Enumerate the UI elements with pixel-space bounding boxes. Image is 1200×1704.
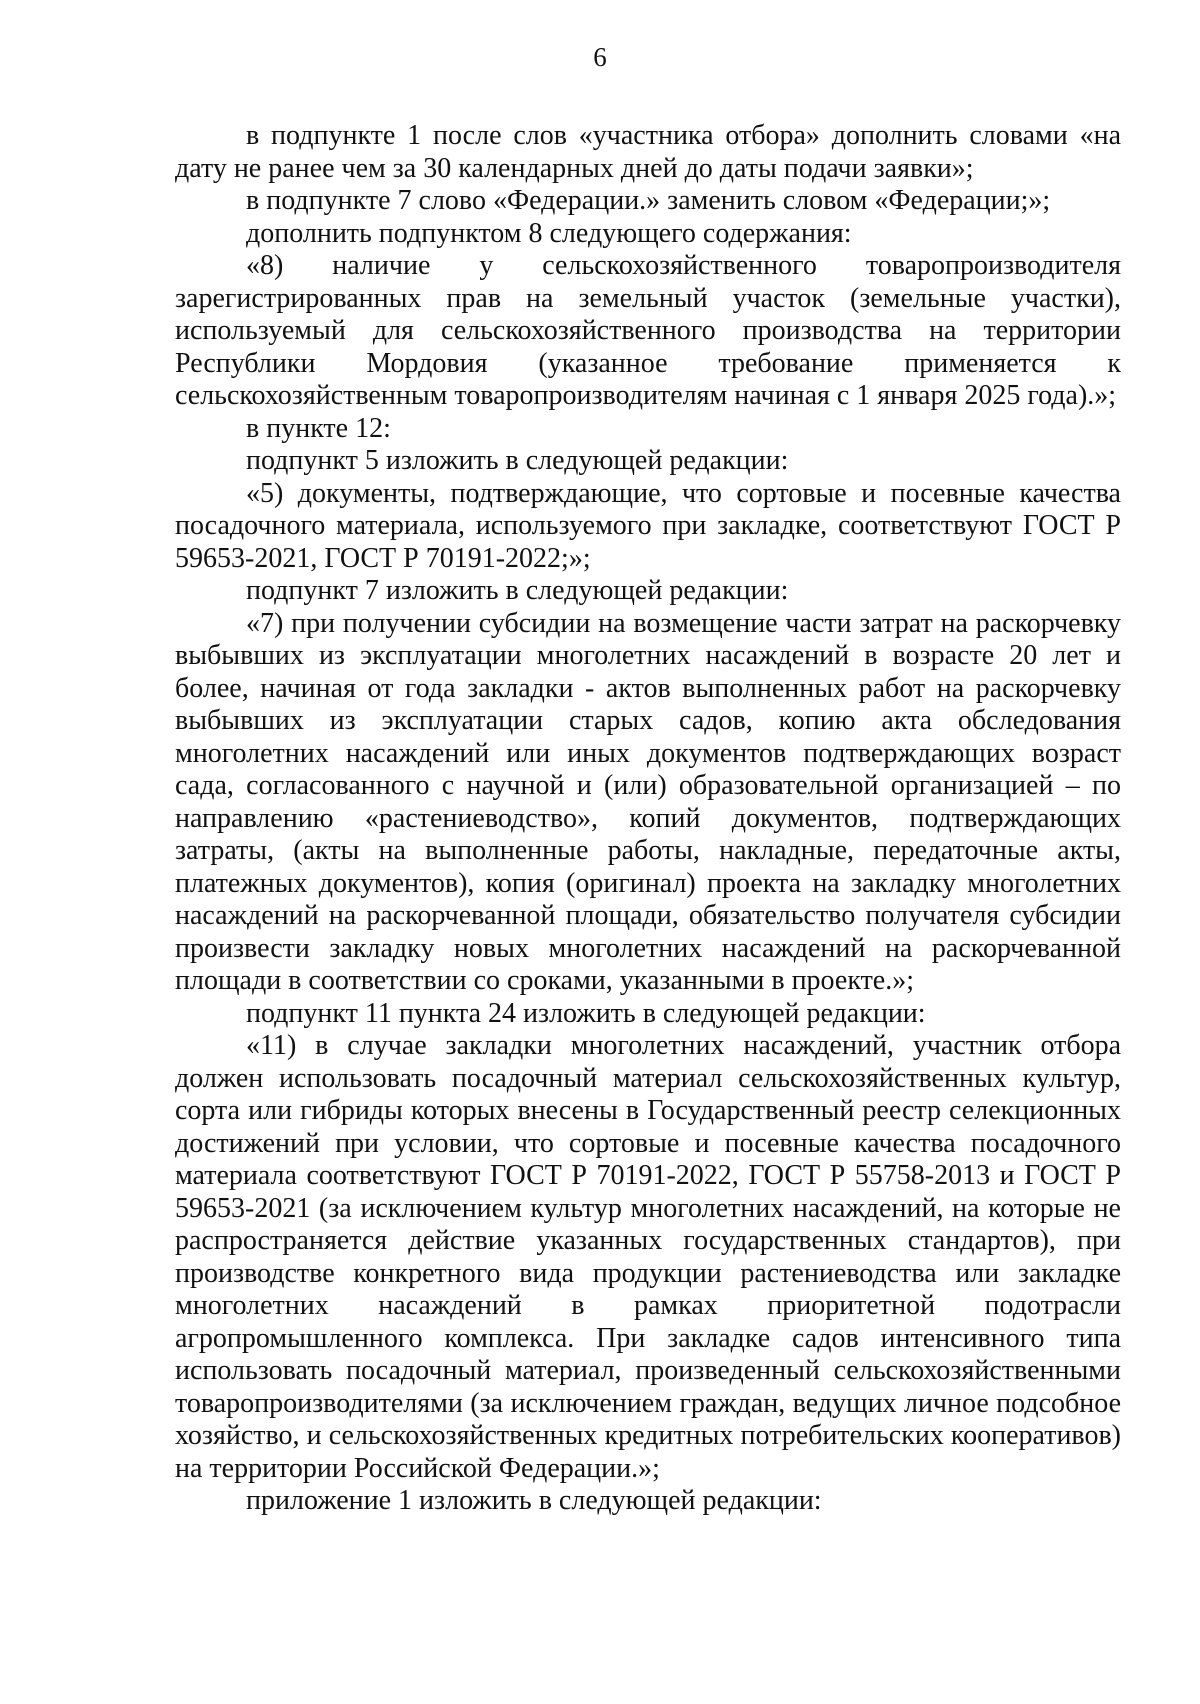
paragraph-subpoint-1-amendment: в подпункте 1 после слов «участника отбора» дополнить словами «на дату не ранее чем за 30 календарных дней до даты подачи заявки»; bbox=[175, 120, 1121, 184]
paragraph-subpoint-11-heading: подпункт 11 пункта 24 изложить в следующей редакции: bbox=[246, 997, 926, 1029]
page-number: 6 bbox=[593, 42, 607, 72]
paragraph-subpoint-5-text: «5) документы, подтверждающие, что сортовые и посевные качества посадочного материала, используемого при закладке, соответствуют ГОСТ Р 59653-2021, ГОСТ Р 70191-2022;»; bbox=[175, 477, 1121, 574]
paragraph-subpoint-7-heading: подпункт 7 изложить в следующей редакции: bbox=[246, 575, 789, 606]
paragraph-point-12: в пункте 12: bbox=[246, 412, 391, 444]
paragraph-subpoint-7-text: «7) при получении субсидии на возмещение части затрат на раскорчевку выбывших из эксплуатации многолетних насаждений в возрасте 20 лет и более, начиная от года закладки - актов выполненных работ на раскорчевку выбывших из эксплуатации старых садов, копию акта обследования многолетних насаждений или иных документов подтверждающих возраст сада, согласованного с научной и (или) образовательной организацией – по направлению «растениеводство», копий документов, подтверждающих затраты, (акты на выполненные работы, накладные, передаточные акты, платежных документов), копия (оригинал) проекта на закладку многолетних насаждений на раскорчеванной площади, обязательство получателя субсидии произвести закладку новых многолетних насаждений на раскорчеванной площади в соответствии со сроками, указанными в проекте.»; bbox=[175, 607, 1121, 996]
paragraph-subpoint-11-text: «11) в случае закладки многолетних насаждений, участник отбора должен использовать посадочный материал сельскохозяйственных культур, сорта или гибриды которых внесены в Государственный реестр селекционных достижений при условии, что сортовые и посевные качества посадочного материала соответствуют ГОСТ Р 70191-2022, ГОСТ Р 55758-2013 и ГОСТ Р 59653-2021 (за исключением культур многолетних насаждений, на которые не распространяется действие указанных государственных стандартов), при производстве конкретного вида продукции растениеводства или закладке многолетних насаждений в рамках приоритетной подотрасли агропромышленного комплекса. При закладке садов интенсивного типа использовать посадочный материал, произведенный сельскохозяйственными товаропроизводителями (за исключением граждан, ведущих личное подсобное хозяйство, и сельскохозяйственных кредитных потребительских кооперативов) на территории Российской Федерации.»; bbox=[175, 1030, 1121, 1484]
paragraph-subpoint-5-heading: подпункт 5 изложить в следующей редакции: bbox=[246, 445, 789, 476]
paragraph-appendix-1-heading: приложение 1 изложить в следующей редакции: bbox=[246, 1485, 822, 1516]
paragraph-add-subpoint-8: дополнить подпунктом 8 следующего содержания: bbox=[246, 217, 852, 249]
paragraph-subpoint-7-amendment: в подпункте 7 слово «Федерации.» заменить словом «Федерации;»; bbox=[246, 185, 1051, 216]
paragraph-subpoint-8-text: «8) наличие у сельскохозяйственного товаропроизводителя зарегистрированных прав на земельный участок (земельные участки), используемый для сельскохозяйственного производства на территории Республики Мордовия (указанное требование применяется к сельскохозяйственным товаропроизводителям начиная с 1 января 2025 года).»; bbox=[175, 250, 1121, 411]
document-body bbox=[175, 120, 1121, 1518]
